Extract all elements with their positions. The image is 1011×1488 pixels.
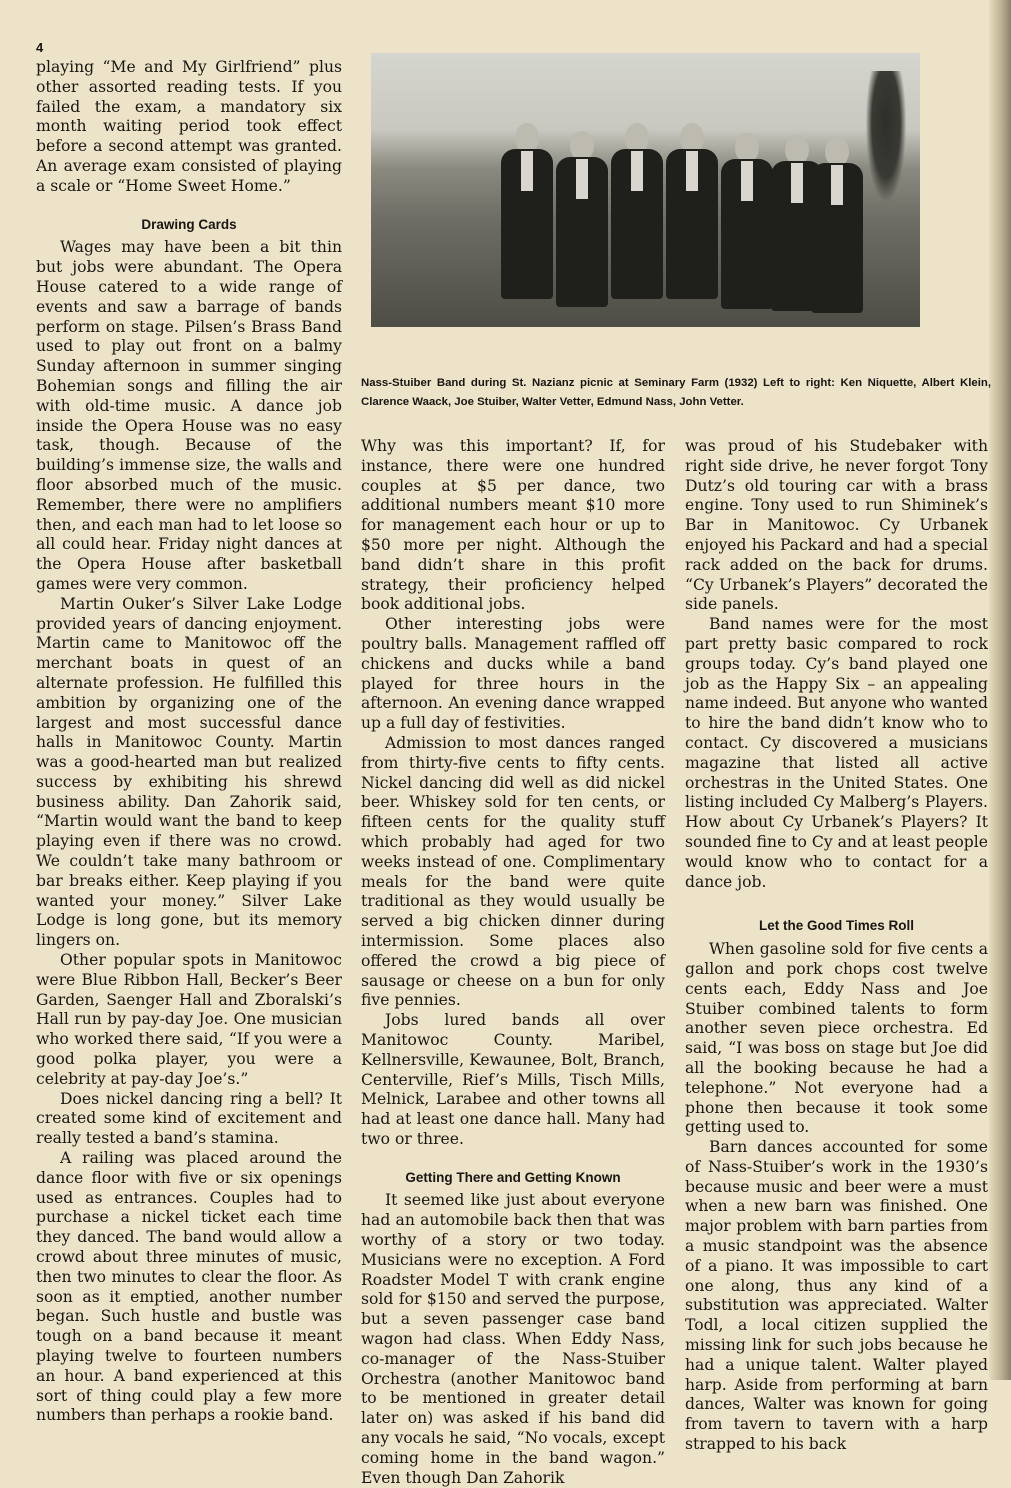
text-column-3 [685,437,988,1455]
page-edge [989,0,1011,1380]
paragraph: Does nickel dancing ring a bell? It created some kind of excitement and really tested a band’s stamina. [36,1089,342,1148]
page-number: 4 [36,40,44,55]
photo-caption: Nass-Stuiber Band during St. Nazianz picnic at Seminary Farm (1932) Left to right: Ken Niquette, Albert Klein, Clarence Waack, Joe Stuiber, Walter Vetter, Edmund Nass, John Vetter. [361,377,991,408]
paragraph: Martin Ouker’s Silver Lake Lodge provided years of dancing enjoyment. Martin came to Manitowoc off the merchant boats in quest of an alternate profession. He fulfilled this ambition by organizing one of the largest and most successful dance halls in Manitowoc County. Martin was a good-hearted man but realized success by exhibiting his shrewd business ability. Dan Zahorik said, “Martin would want the band to keep playing even if there was no crowd. We couldn’t take many bathroom or bar breaks either. Keep playing if you wanted your money.” Silver Lake Lodge is long gone, but its memory lingers on. [36,594,342,950]
paragraph: A railing was placed around the dance floor with five or six openings used as entrances. Couples had to purchase a nickel ticket each time they danced. The band would allow a crowd about three minutes of music, then two minutes to clear the floor. As soon as it emptied, another number began. Such hustle and bustle was tough on a band because it meant playing twelve to fourteen numbers an hour. A band experienced at this sort of thing could play a few more numbers than perhaps a rookie band. [36,1149,342,1425]
text-column-2 [361,437,665,1488]
paragraph: Other popular spots in Manitowoc were Blue Ribbon Hall, Becker’s Beer Garden, Saenger Hall and Zboralski’s Hall run by pay-day Joe. One musician who worked there said, “If you were a good polka player, you were a celebrity at pay-day Joe’s.” [36,951,342,1088]
paragraph: was proud of his Studebaker with right side drive, he never forgot Tony Dutz’s old touring car with a brass engine. Tony used to run Shiminek’s Bar in Manitowoc. Cy Urbanek enjoyed his Packard and had a special rack added on the back for drums. “Cy Urbanek’s Players” decorated the side panels. [685,437,988,614]
paragraph: Wages may have been a bit thin but jobs were abundant. The Opera House catered to a wide range of events and saw a barrage of bands perform on stage. Pilsen’s Brass Band used to play out front on a balmy Sunday afternoon in summer singing Bohemian songs and filling the air with old-time music. A dance job inside the Opera House was no easy task, though. Because of the building’s immense size, the walls and floor absorbed much of the music. Remember, there were no amplifiers then, and each man had to let loose so all could hear. Friday night dances at the Opera House after basketball games were very common. [36,238,342,593]
paragraph: When gasoline sold for five cents a gallon and pork chops cost twelve cents each, Eddy Nass and Joe Stuiber combined talents to form another seven piece orchestra. Ed said, “I was boss on stage but Joe did all the booking because he had a telephone.” Not everyone had a phone then because it took some getting used to. [685,940,988,1137]
section-heading-drawing-cards: Drawing Cards [141,216,237,232]
paragraph: Barn dances accounted for some of Nass-Stuiber’s work in the 1930’s because music and beer were a must when a new barn was finished. One major problem with barn parties from a music standpoint was the absence of a piano. It was impossible to cart one along, thus any kind of a substitution was appreciated. Walter Todl, a local citizen supplied the missing link for such jobs because he had a unique talent. Walter played harp. Aside from performing at barn dances, Walter was known for going from tavern to tavern with a harp strapped to his back [685,1138,988,1454]
section-heading-good-times: Let the Good Times Roll [758,918,914,934]
paragraph: Admission to most dances ranged from thirty-five cents to fifty cents. Nickel dancing did well as did nickel beer. Whiskey sold for ten cents, or fifteen cents for the quality stuff which probably had aged for two weeks instead of one. Complimentary meals for the band were quite traditional as they would usually be served a big chicken dinner during intermission. Some places also offered the crowd a big piece of sausage or cheese on a bun for only five pennies. [361,733,665,1010]
paragraph: Other interesting jobs were poultry balls. Management raffled off chickens and ducks while a band played for three hours in the afternoon. An evening dance wrapped up a full day of festivities. [361,615,665,733]
paragraph: It seemed like just about everyone had an automobile back then that was worthy of a story or two today. Musicians were no exception. A Ford Roadster Model T with crank engine sold for $150 and served the purpose, but a seven passenger case band wagon had class. When Eddy Nass, co-manager of the Nass-Stuiber Orchestra (another Manitowoc band to be mentioned in greater detail later on) was asked if his band did any vocals he said, “No vocals, except coming home in the band wagon.” Even though Dan Zahorik [361,1191,665,1487]
section-heading-getting-there: Getting There and Getting Known [405,1169,621,1185]
paragraph: Band names were for the most part pretty basic compared to rock groups today. Cy’s band played one job as the Happy Six – an appealing name indeed. But anyone who wanted to hire the band didn’t know who to contact. Cy discovered a musicians magazine that listed all active orchestras in the United States. One listing included Cy Malberg’s Players. How about Cy Urbanek’s Players? It sounded fine to Cy and at least people would know who to contact for a dance job. [685,615,988,891]
band-photo [371,53,920,327]
text-column-1 [36,58,342,1426]
paragraph: playing “Me and My Girlfriend” plus other assorted reading tests. If you failed the exam, a mandatory six month waiting period took effect before a second attempt was granted. An average exam consisted of playing a scale or “Home Sweet Home.” [36,58,342,195]
paragraph: Jobs lured bands all over Manitowoc County. Maribel, Kellnersville, Kewaunee, Bolt, Branch, Centerville, Rief’s Mills, Tisch Mills, Melnick, Larabee and other towns all had at least one dance hall. Many had two or three. [361,1011,665,1148]
paragraph: Why was this important? If, for instance, there were one hundred couples at $5 per dance, two additional numbers meant $10 more for management each hour or up to $50 more per night. Although the band didn’t share in this profit strategy, their proficiency helped book additional jobs. [361,437,665,614]
